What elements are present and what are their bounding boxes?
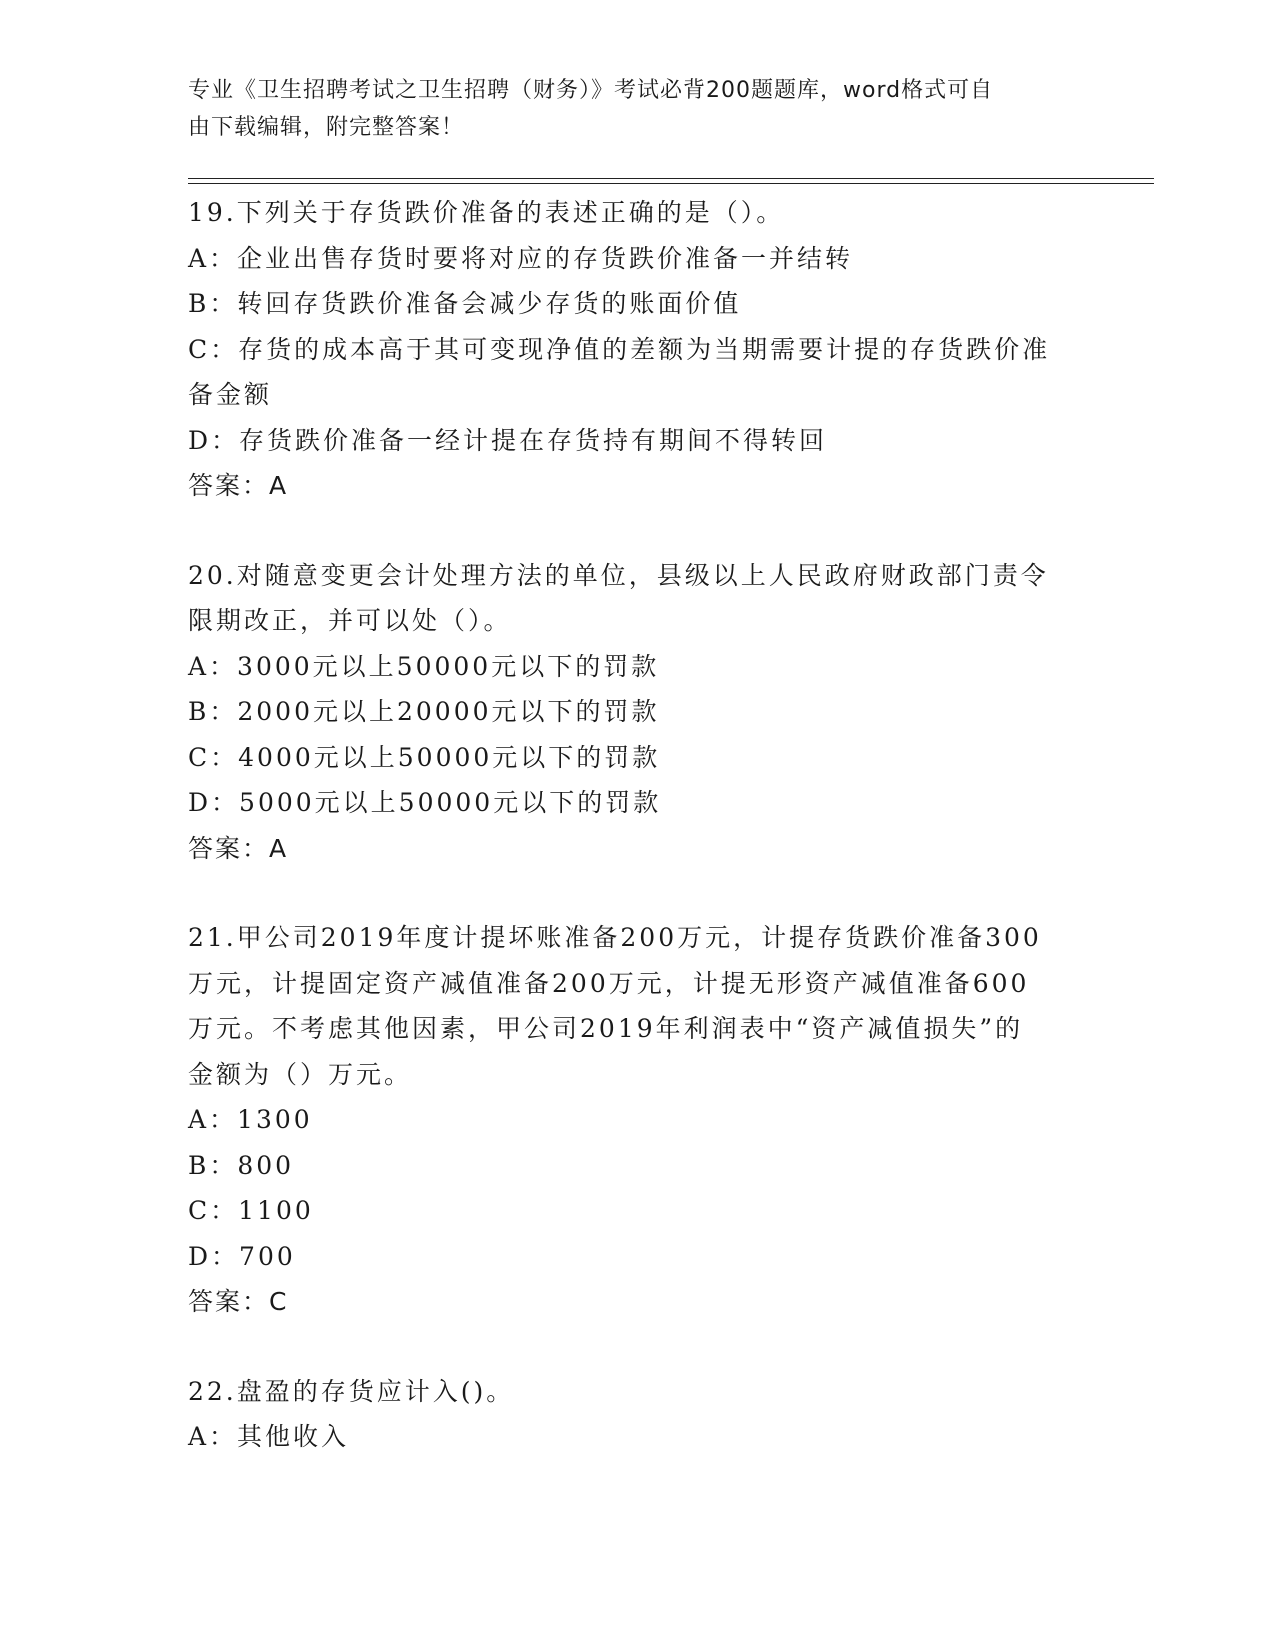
question-19 bbox=[188, 190, 1088, 509]
header-divider-top bbox=[188, 178, 1154, 179]
option-d: D：700 bbox=[188, 1241, 296, 1271]
option-a: A：1300 bbox=[188, 1105, 313, 1134]
answer-label: 答案：C bbox=[188, 1287, 289, 1316]
question-text-continued: 万元。不考虑其他因素，甲公司2019年利润表中“资产减值损失”的 bbox=[188, 1014, 1024, 1043]
option-c: C：4000元以上50000元以下的罚款 bbox=[188, 742, 661, 772]
document-header bbox=[188, 72, 1068, 146]
option-a: A：其他收入 bbox=[188, 1422, 350, 1451]
option-a: A：企业出售存货时要将对应的存货跌价准备一并结转 bbox=[188, 243, 854, 273]
question-text-continued: 限期改正，并可以处（）。 bbox=[188, 606, 512, 635]
question-list bbox=[188, 190, 1088, 1504]
option-c: C：1100 bbox=[188, 1196, 314, 1225]
question-21 bbox=[188, 915, 1088, 1325]
option-c-continued: 备金额 bbox=[188, 380, 273, 409]
question-text: 19.下列关于存货跌价准备的表述正确的是（）。 bbox=[188, 198, 785, 227]
question-text: 21.甲公司2019年度计提坏账准备200万元，计提存货跌价准备300 bbox=[188, 923, 1042, 952]
option-c: C：存货的成本高于其可变现净值的差额为当期需要计提的存货跌价准 bbox=[188, 334, 1051, 364]
question-text-continued: 万元，计提固定资产减值准备200万元，计提无形资产减值准备600 bbox=[188, 968, 1030, 998]
question-text-continued: 金额为（）万元。 bbox=[188, 1059, 413, 1089]
question-text: 22.盘盈的存货应计入()。 bbox=[188, 1376, 515, 1406]
header-line-2: 由下载编辑，附完整答案！ bbox=[188, 115, 465, 140]
option-b: B：转回存货跌价准备会减少存货的账面价值 bbox=[188, 289, 742, 318]
option-d: D：存货跌价准备一经计提在存货持有期间不得转回 bbox=[188, 425, 828, 455]
option-d: D：5000元以上50000元以下的罚款 bbox=[188, 788, 662, 817]
option-a: A：3000元以上50000元以下的罚款 bbox=[188, 651, 660, 681]
header-line-1: 专业《卫生招聘考试之卫生招聘（财务）》考试必背200题题库，word格式可自 bbox=[188, 78, 994, 103]
option-b: B：800 bbox=[188, 1150, 295, 1180]
question-20 bbox=[188, 553, 1088, 872]
answer-label: 答案：A bbox=[188, 833, 289, 863]
question-text: 20.对随意变更会计处理方法的单位，县级以上人民政府财政部门责令 bbox=[188, 560, 1049, 590]
header-divider-bottom bbox=[188, 183, 1154, 184]
option-b: B：2000元以上20000元以下的罚款 bbox=[188, 697, 660, 726]
answer-label: 答案：A bbox=[188, 471, 289, 500]
question-22 bbox=[188, 1369, 1088, 1460]
